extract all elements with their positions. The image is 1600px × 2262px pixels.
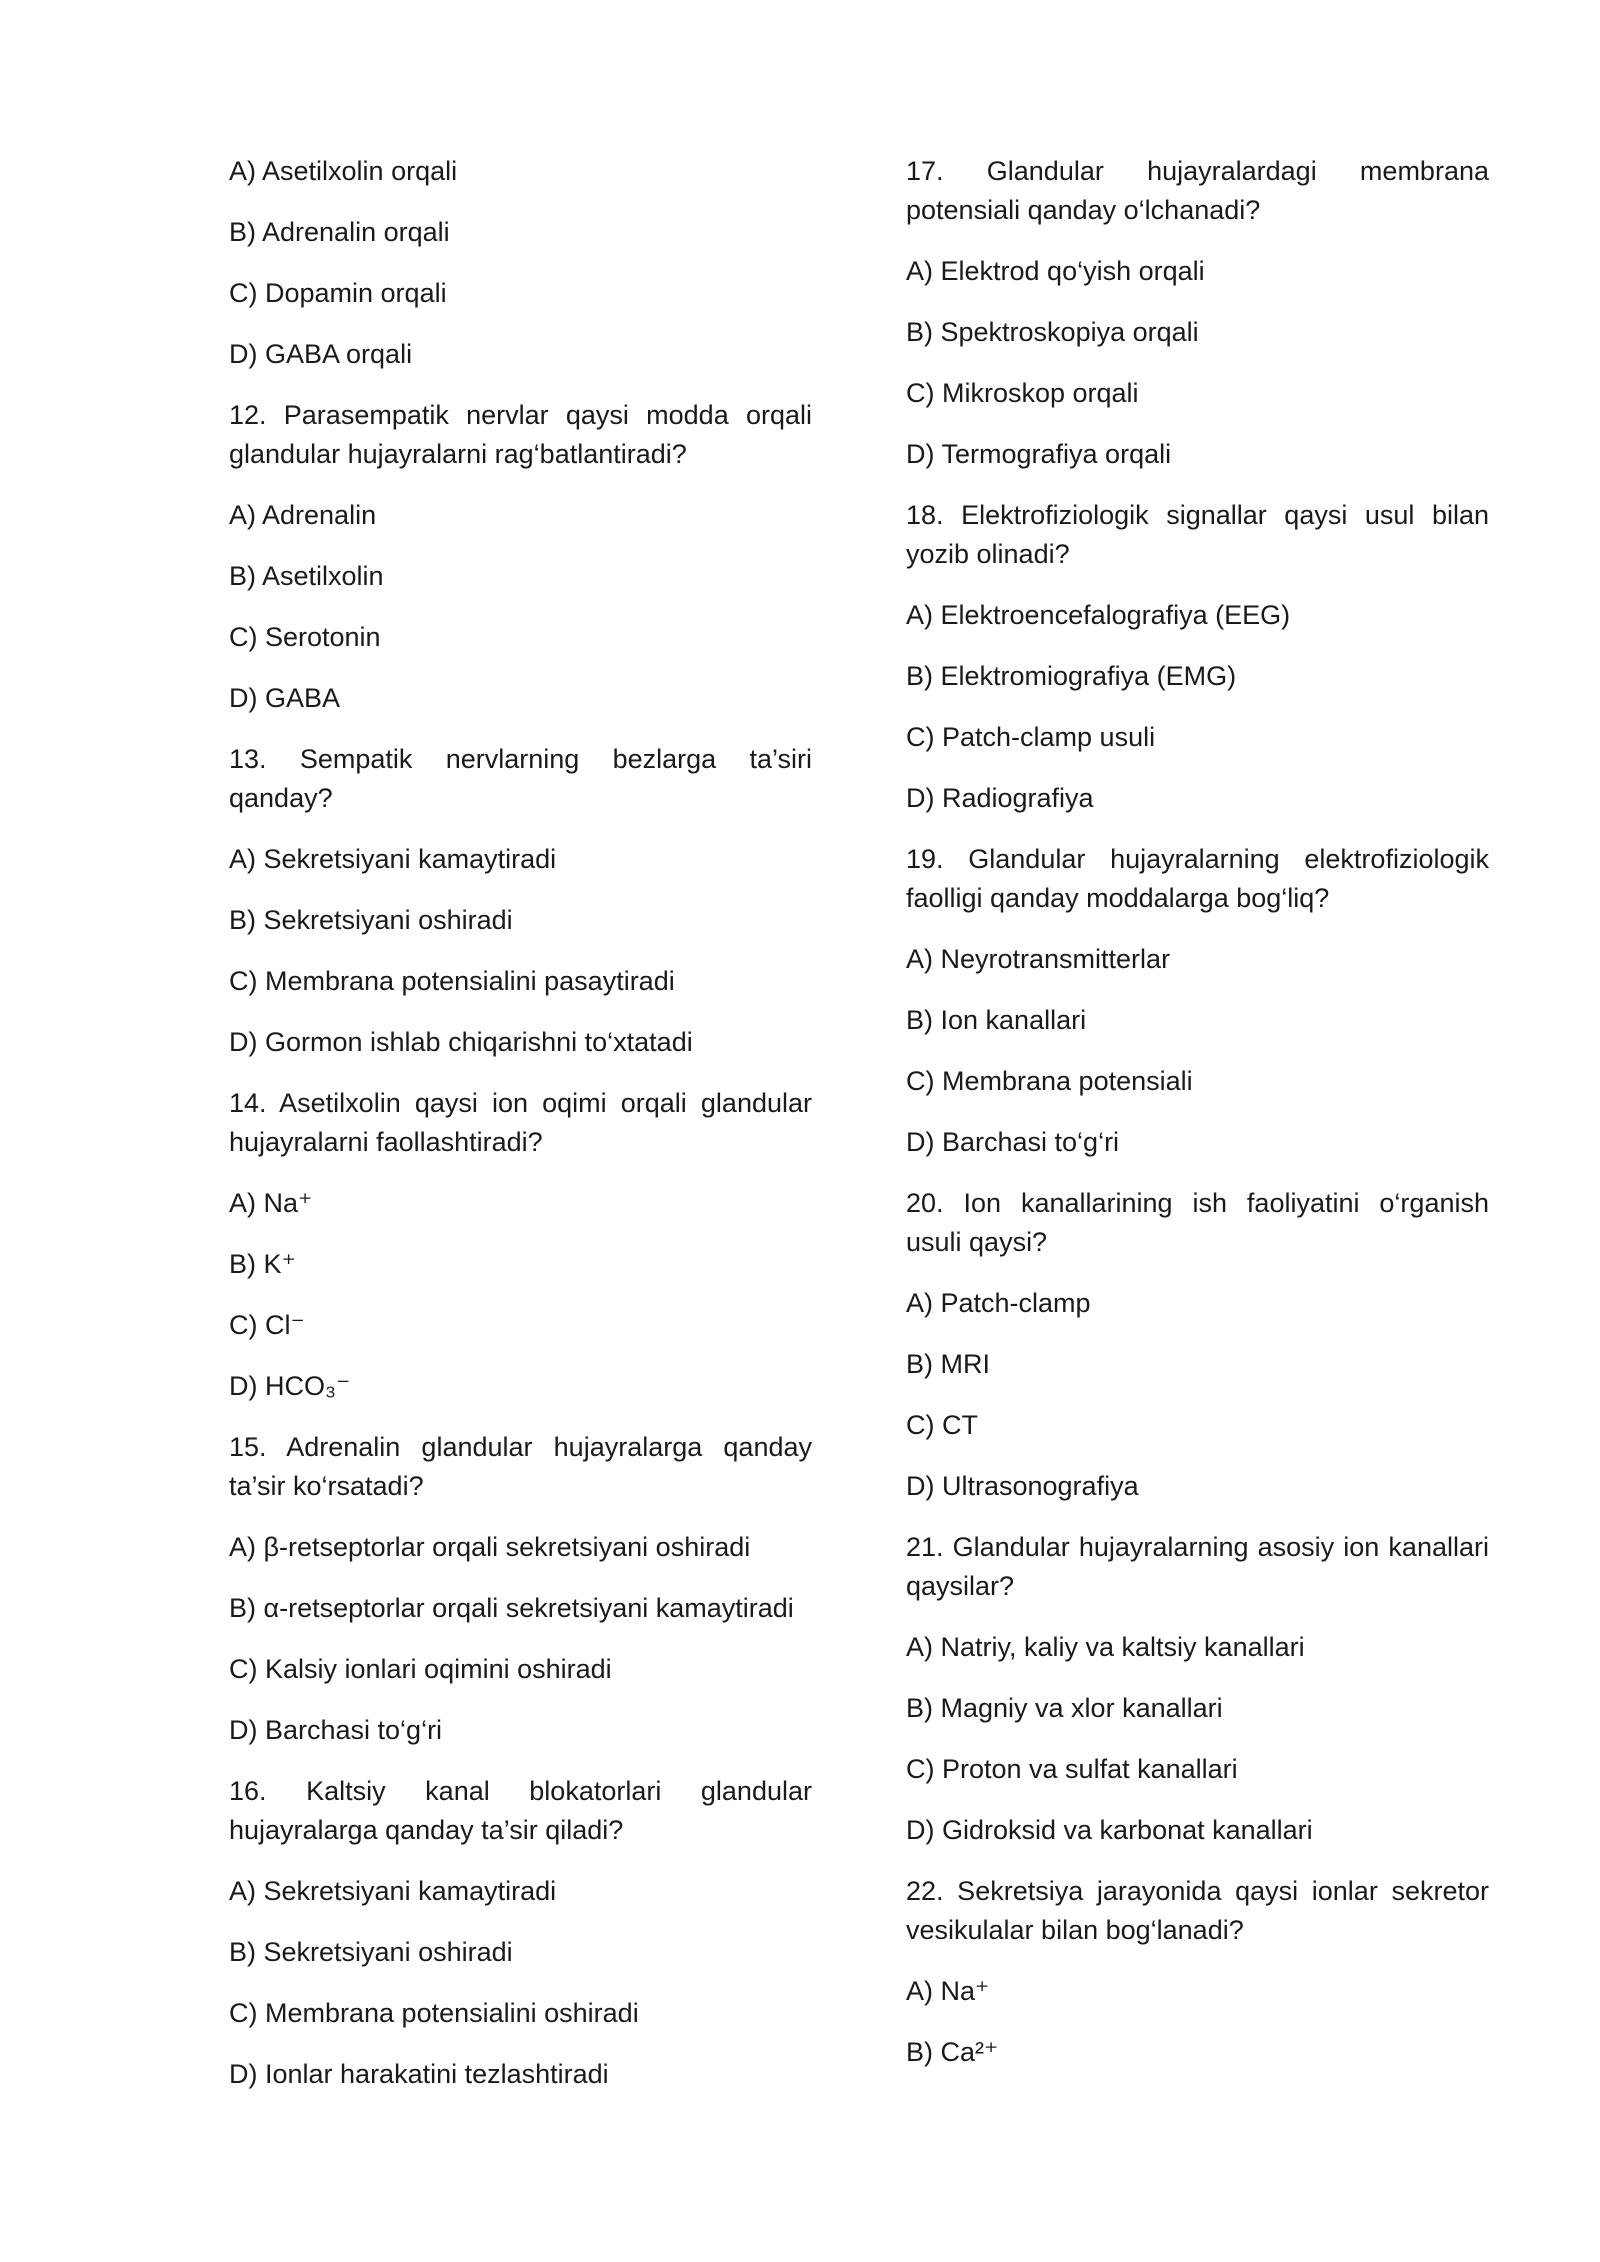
answer-option: B) α-retseptorlar orqali sekretsiyani kamaytiradi bbox=[229, 1593, 794, 1623]
answer-option: C) Mikroskop orqali bbox=[906, 378, 1139, 408]
answer-option: B) Ca²⁺ bbox=[906, 2037, 999, 2067]
right-column bbox=[906, 152, 1489, 2094]
answer-option: C) Cl⁻ bbox=[229, 1310, 305, 1340]
answer-option: D) HCO₃⁻ bbox=[229, 1371, 351, 1401]
answer-option: A) β-retseptorlar orqali sekretsiyani oshiradi bbox=[229, 1532, 751, 1562]
answer-option: B) Spektroskopiya orqali bbox=[906, 317, 1199, 347]
answer-option: D) Ultrasonografiya bbox=[906, 1471, 1139, 1501]
answer-option: C) Dopamin orqali bbox=[229, 278, 447, 308]
question-text: 22. Sekretsiya jarayonida qaysi ionlar sekretor vesikulalar bilan bog‘lanadi? bbox=[906, 1876, 1489, 1945]
left-column bbox=[229, 152, 812, 2116]
question-text: 20. Ion kanallarining ish faoliyatini o‘rganish usuli qaysi? bbox=[906, 1188, 1489, 1257]
answer-option: B) Magniy va xlor kanallari bbox=[906, 1693, 1223, 1723]
answer-option: C) Kalsiy ionlari oqimini oshiradi bbox=[229, 1654, 612, 1684]
answer-option: C) Serotonin bbox=[229, 622, 381, 652]
answer-option: D) Barchasi to‘g‘ri bbox=[229, 1715, 443, 1745]
answer-option: D) Radiografiya bbox=[906, 783, 1094, 813]
answer-option: A) Sekretsiyani kamaytiradi bbox=[229, 844, 557, 874]
question-text: 17. Glandular hujayralardagi membrana potensiali qanday o‘lchanadi? bbox=[906, 156, 1489, 225]
question-text: 21. Glandular hujayralarning asosiy ion kanallari qaysilar? bbox=[906, 1532, 1489, 1601]
answer-option: D) Gormon ishlab chiqarishni to‘xtatadi bbox=[229, 1027, 693, 1057]
answer-option: A) Patch-clamp bbox=[906, 1288, 1091, 1318]
answer-option: D) GABA orqali bbox=[229, 339, 413, 369]
question-text: 12. Parasempatik nervlar qaysi modda orqali glandular hujayralarni rag‘batlantiradi? bbox=[229, 400, 812, 469]
answer-option: A) Na⁺ bbox=[906, 1976, 990, 2006]
answer-option: C) Membrana potensiali bbox=[906, 1066, 1193, 1096]
answer-option: D) Ionlar harakatini tezlashtiradi bbox=[229, 2059, 609, 2089]
answer-option: D) Gidroksid va karbonat kanallari bbox=[906, 1815, 1313, 1845]
answer-option: A) Elektrod qo‘yish orqali bbox=[906, 256, 1205, 286]
question-text: 16. Kaltsiy kanal blokatorlari glandular hujayralarga qanday ta’sir qiladi? bbox=[229, 1776, 812, 1845]
answer-option: A) Asetilxolin orqali bbox=[229, 156, 458, 186]
answer-option: B) Elektromiografiya (EMG) bbox=[906, 661, 1237, 691]
answer-option: A) Adrenalin bbox=[229, 500, 377, 530]
answer-option: A) Neyrotransmitterlar bbox=[906, 944, 1171, 974]
answer-option: B) Ion kanallari bbox=[906, 1005, 1087, 1035]
answer-option: D) Barchasi to‘g‘ri bbox=[906, 1127, 1120, 1157]
answer-option: D) GABA bbox=[229, 683, 341, 713]
answer-option: C) Membrana potensialini oshiradi bbox=[229, 1998, 639, 2028]
answer-option: C) Proton va sulfat kanallari bbox=[906, 1754, 1238, 1784]
answer-option: C) Patch-clamp usuli bbox=[906, 722, 1156, 752]
question-text: 18. Elektrofiziologik signallar qaysi usul bilan yozib olinadi? bbox=[906, 500, 1489, 569]
question-text: 19. Glandular hujayralarning elektrofiziologik faolligi qanday moddalarga bog‘liq? bbox=[906, 844, 1489, 913]
answer-option: B) K⁺ bbox=[229, 1249, 296, 1279]
question-text: 14. Asetilxolin qaysi ion oqimi orqali glandular hujayralarni faollashtiradi? bbox=[229, 1088, 812, 1157]
answer-option: B) Adrenalin orqali bbox=[229, 217, 450, 247]
answer-option: A) Sekretsiyani kamaytiradi bbox=[229, 1876, 557, 1906]
answer-option: A) Na⁺ bbox=[229, 1188, 313, 1218]
answer-option: B) Asetilxolin bbox=[229, 561, 384, 591]
answer-option: A) Natriy, kaliy va kaltsiy kanallari bbox=[906, 1632, 1305, 1662]
answer-option: C) Membrana potensialini pasaytiradi bbox=[229, 966, 675, 996]
question-text: 15. Adrenalin glandular hujayralarga qanday ta’sir ko‘rsatadi? bbox=[229, 1432, 812, 1501]
question-text: 13. Sempatik nervlarning bezlarga ta’siri qanday? bbox=[229, 744, 812, 813]
answer-option: B) MRI bbox=[906, 1349, 990, 1379]
answer-option: B) Sekretsiyani oshiradi bbox=[229, 1937, 513, 1967]
answer-option: A) Elektroencefalografiya (EEG) bbox=[906, 600, 1291, 630]
answer-option: D) Termografiya orqali bbox=[906, 439, 1172, 469]
answer-option: B) Sekretsiyani oshiradi bbox=[229, 905, 513, 935]
answer-option: C) CT bbox=[906, 1410, 978, 1440]
